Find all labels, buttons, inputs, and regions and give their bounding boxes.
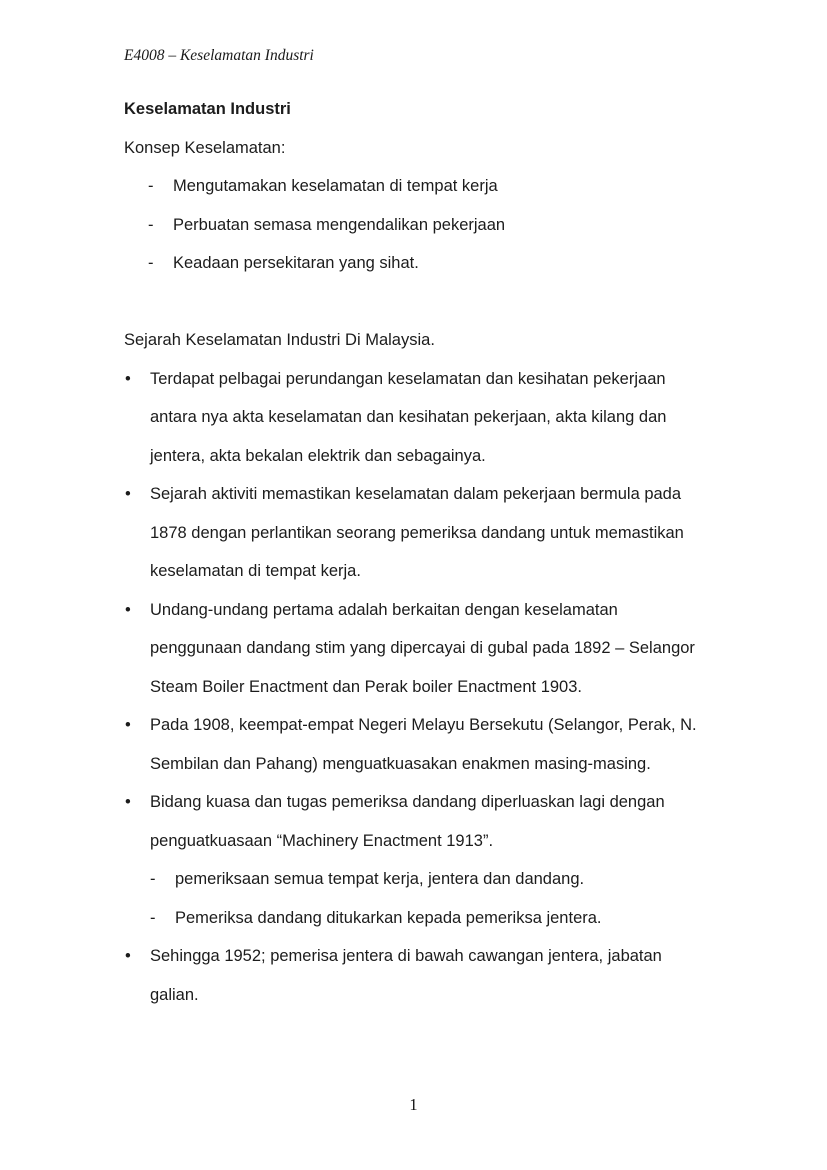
list-item-text: Sejarah aktiviti memastikan keselamatan dalam pekerjaan bermula pada 1878 dengan perlantikan seorang pemeriksa dandang untuk memastikan keselamatan di tempat kerja. [150, 485, 684, 580]
blank-line [124, 283, 708, 322]
list-item [124, 475, 708, 591]
list-item-text: Undang-undang pertama adalah berkaitan dengan keselamatan penggunaan dandang stim yang dipercayai di gubal pada 1892 – Selangor Steam Boiler Enactment dan Perak boiler Enactment 1903. [150, 600, 695, 696]
machinery-sub-list [124, 860, 708, 937]
list-item [124, 167, 708, 206]
list-item [124, 706, 708, 783]
list-item-text: Keadaan persekitaran yang sihat. [173, 254, 419, 272]
page-number: 1 [409, 1095, 418, 1114]
list-item-text: Pada 1908, keempat-empat Negeri Melayu Bersekutu (Selangor, Perak, N. Sembilan dan Pahang) menguatkuasakan enakmen masing-masing. [150, 716, 697, 773]
document-body [124, 90, 708, 1014]
list-item-text: Perbuatan semasa mengendalikan pekerjaan [173, 215, 506, 234]
history-heading: Sejarah Keselamatan Industri Di Malaysia. [124, 331, 435, 349]
list-item [124, 899, 708, 938]
dash-marker: - [148, 177, 154, 195]
concept-heading: Konsep Keselamatan: [124, 138, 286, 157]
list-item-text: Mengutamakan keselamatan di tempat kerja [173, 177, 498, 195]
list-item [124, 360, 708, 476]
list-item [124, 206, 708, 245]
history-list [124, 360, 708, 1015]
list-item-text: Sehingga 1952; pemerisa jentera di bawah cawangan jentera, jabatan galian. [150, 947, 662, 1004]
dash-marker: - [148, 254, 154, 272]
bullet-marker: • [125, 793, 131, 811]
bullet-marker: • [125, 947, 131, 965]
list-item-text: Bidang kuasa dan tugas pemeriksa dandang diperluaskan lagi dengan penguatkuasaan “Machinery Enactment 1913”. [150, 793, 665, 850]
dash-marker: - [150, 870, 156, 888]
list-item [124, 783, 708, 860]
dash-marker: - [150, 908, 156, 927]
list-item-text: pemeriksaan semua tempat kerja, jentera dan dandang. [175, 870, 585, 888]
document-title: Keselamatan Industri [124, 100, 291, 118]
list-item [124, 244, 708, 283]
list-item [124, 860, 708, 899]
dash-marker: - [148, 215, 154, 234]
list-item-text: Pemeriksa dandang ditukarkan kepada pemeriksa jentera. [175, 908, 602, 927]
concept-list [124, 167, 708, 283]
list-item-text: Terdapat pelbagai perundangan keselamatan dan kesihatan pekerjaan antara nya akta keselamatan dan kesihatan pekerjaan, akta kilang dan jentera, akta bekalan elektrik dan sebagainya. [150, 369, 667, 465]
bullet-marker: • [125, 485, 131, 503]
list-item [124, 937, 708, 1014]
bullet-marker: • [125, 716, 131, 734]
bullet-marker: • [125, 600, 131, 619]
running-header: E4008 – Keselamatan Industri [124, 47, 314, 64]
list-item [124, 591, 708, 707]
bullet-marker: • [125, 369, 131, 388]
